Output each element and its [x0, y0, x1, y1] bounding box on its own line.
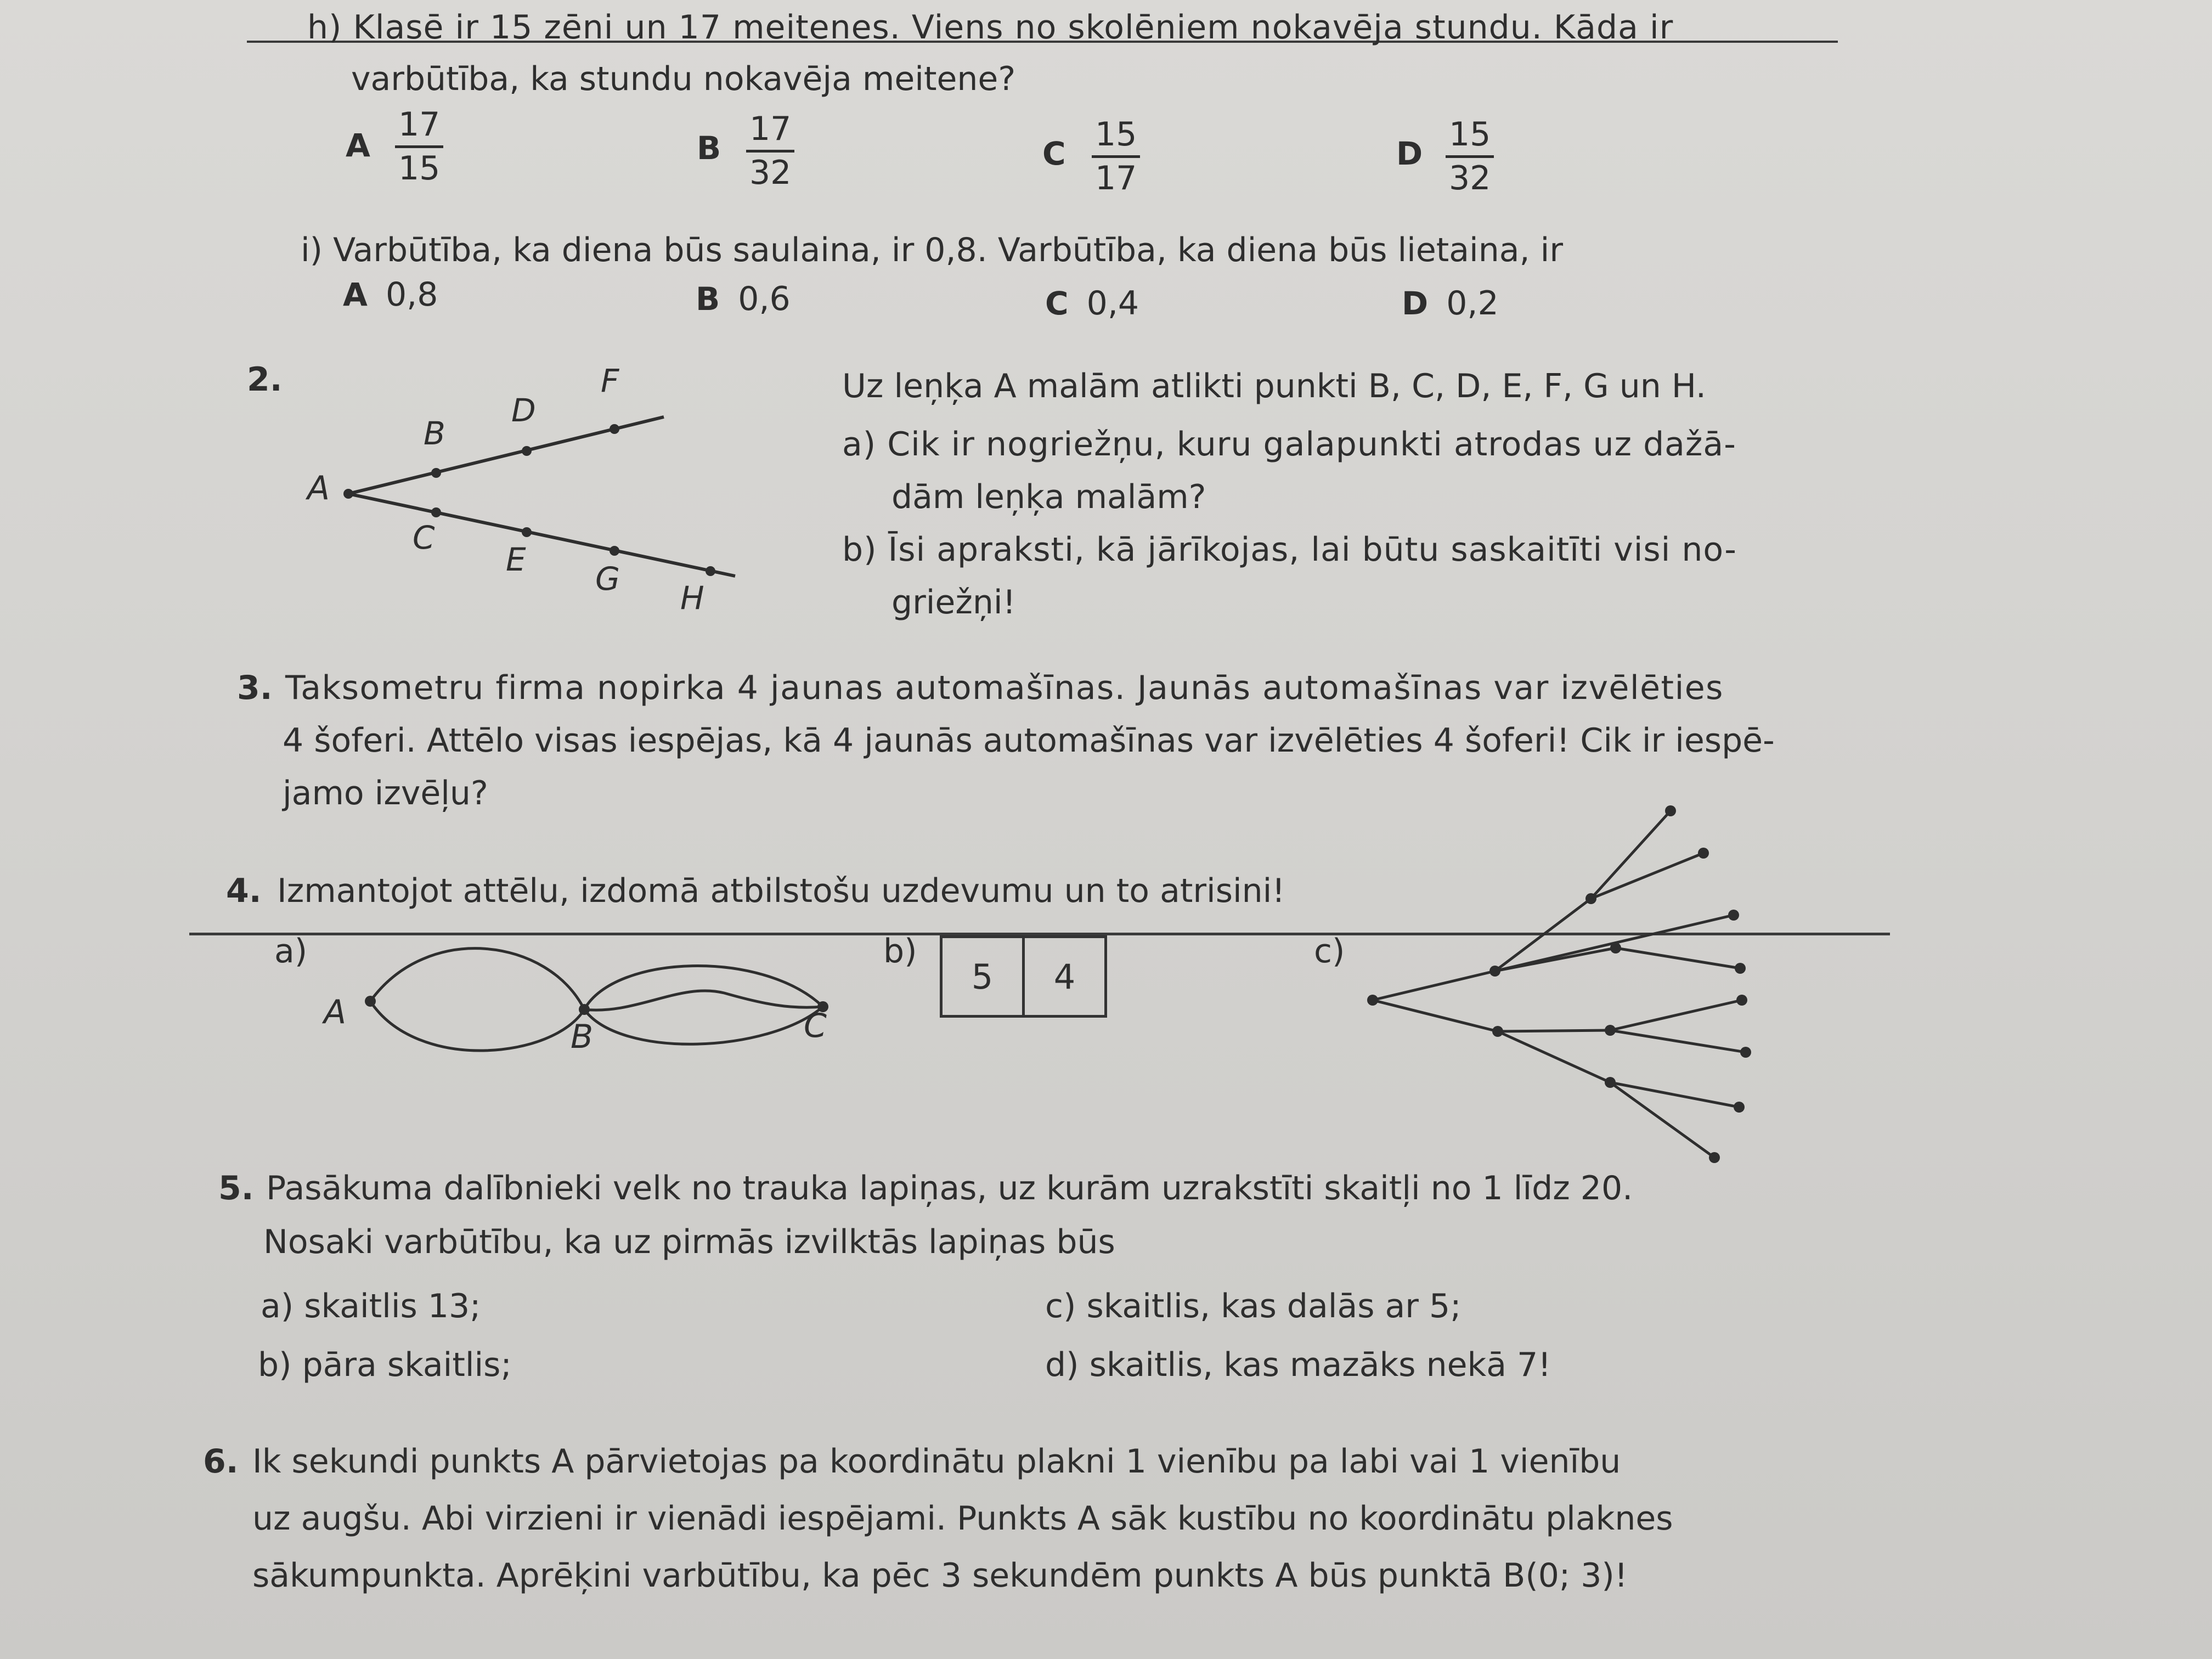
- digit-box-cell: 5: [971, 956, 994, 997]
- fraction-numerator: 17: [746, 109, 794, 153]
- point-d-dot: [522, 446, 532, 456]
- task3-line3: jamo izvēļu?: [283, 774, 488, 812]
- task-h-option-b[interactable]: [697, 129, 721, 167]
- task6-line3: sākumpunkta. Aprēķini varbūtību, ka pēc 3 sekundēm punkts A būs punktā B(0; 3)!: [252, 1556, 1628, 1595]
- option-letter: A: [343, 276, 368, 313]
- point-e-dot: [522, 527, 532, 537]
- task2-intro: Uz leņķa A malām atlikti punkti B, C, D, E, F, G un H.: [842, 367, 1706, 405]
- tree-node-dot: [1605, 1077, 1616, 1088]
- route-point-b-label: B: [571, 1018, 594, 1056]
- task5-number: 5.: [218, 1169, 254, 1207]
- fraction-numerator: 17: [395, 104, 443, 148]
- option-value: 0,2: [1446, 284, 1499, 323]
- tree-leaf-dot: [1728, 910, 1739, 921]
- tree-node-dot: [1585, 893, 1596, 904]
- task6-line2: uz augšu. Abi virzieni ir vienādi iespējami. Punkts A sāk kustību no koordinātu plaknes: [252, 1499, 1673, 1538]
- task5-line2: Nosaki varbūtību, ka uz pirmās izvilktās lapiņas būs: [263, 1223, 1115, 1261]
- route-a-b-upper: [370, 949, 584, 1009]
- point-h-dot: [706, 566, 715, 576]
- task-h-line2: varbūtība, ka stundu nokavēja meitene?: [351, 60, 1016, 98]
- task-h-fraction-a: [395, 104, 443, 189]
- task-i-option-b[interactable]: [696, 280, 791, 318]
- point-f-dot: [610, 424, 619, 434]
- point-a-dot: [343, 489, 353, 499]
- task-i-text: i) Varbūtība, ka diena būs saulaina, ir 0,8. Varbūtība, ka diena būs lietaina, ir: [301, 231, 1564, 269]
- route-point-a-dot: [365, 996, 376, 1007]
- task4-a-label: a): [274, 932, 308, 970]
- probability-tree: [1339, 795, 1778, 1180]
- fraction-denominator: 32: [1449, 159, 1491, 198]
- fraction-denominator: 17: [1095, 159, 1137, 198]
- tree-leaf-dot: [1734, 1102, 1745, 1113]
- task-h-fraction-d: [1446, 114, 1494, 199]
- route-b-c-lower: [584, 1007, 823, 1044]
- tree-leaf-dot: [1740, 1047, 1751, 1058]
- option-value: 0,6: [738, 280, 791, 318]
- task4-c-label: c): [1314, 932, 1345, 970]
- angle-diagram: [296, 357, 768, 631]
- task-h-line1: h) Klasē ir 15 zēni un 17 meitenes. Viens no skolēniem nokavēja stundu. Kāda ir: [307, 8, 1674, 47]
- angle-lower-side: [348, 494, 735, 576]
- task-h-option-c[interactable]: [1042, 134, 1066, 173]
- task4-number: 4.: [226, 872, 262, 910]
- task-i-option-a[interactable]: [343, 275, 438, 314]
- point-g-label: G: [595, 560, 620, 597]
- task4-b-label: b): [883, 932, 917, 970]
- routes-diagram: [307, 927, 883, 1070]
- task5-line1: Pasākuma dalībnieki velk no trauka lapiņas, uz kurām uzrakstīti skaitļi no 1 līdz 20.: [266, 1169, 1633, 1207]
- point-b-dot: [431, 468, 441, 478]
- point-h-label: H: [680, 579, 704, 617]
- digit-box-cell: 4: [1022, 938, 1104, 1015]
- task5-d: d) skaitlis, kas mazāks nekā 7!: [1045, 1346, 1551, 1384]
- tree-leaf-dot: [1735, 963, 1746, 974]
- tree-node-dot: [1605, 1025, 1616, 1036]
- option-letter: A: [346, 127, 370, 164]
- task3-line2: 4 šoferi. Attēlo visas iespējas, kā 4 jaunās automašīnas var izvēlēties 4 šoferi! Cik ir iespē-: [283, 721, 1775, 760]
- fraction-numerator: 15: [1446, 114, 1494, 158]
- task2-a-line2: dām leņķa malām?: [891, 478, 1206, 516]
- option-letter: B: [697, 129, 721, 167]
- point-a-label: A: [307, 469, 330, 507]
- task2-b-line1: b) Īsi apraksti, kā jārīkojas, lai būtu saskaitīti visi no-: [842, 531, 1737, 569]
- fraction-denominator: 32: [749, 154, 792, 192]
- tree-node-dot: [1489, 966, 1500, 977]
- point-c-dot: [431, 507, 441, 517]
- task-i-option-c[interactable]: [1045, 284, 1139, 323]
- route-b-c-middle: [584, 991, 823, 1010]
- point-c-label: C: [413, 519, 435, 556]
- option-letter: C: [1042, 135, 1066, 172]
- point-g-dot: [610, 546, 619, 556]
- task2-a-line1: a) Cik ir nogriežņu, kuru galapunkti atrodas uz dažā-: [842, 425, 1736, 464]
- digit-box: [940, 935, 1107, 1018]
- fraction-denominator: 15: [398, 149, 441, 188]
- task3-line1: Taksometru firma nopirka 4 jaunas automašīnas. Jaunās automašīnas var izvēlēties: [285, 669, 1724, 707]
- route-b-c-upper: [584, 966, 823, 1009]
- task4-text: Izmantojot attēlu, izdomā atbilstošu uzdevumu un to atrisini!: [277, 872, 1285, 910]
- fraction-numerator: 15: [1092, 114, 1140, 158]
- point-f-label: F: [601, 362, 619, 399]
- task-h-fraction-b: [746, 109, 794, 194]
- point-d-label: D: [511, 392, 536, 429]
- task-h-option-d[interactable]: [1396, 134, 1423, 173]
- tree-node-dot: [1610, 943, 1621, 953]
- tree-leaf-dot: [1665, 805, 1676, 816]
- task-h-option-a[interactable]: [346, 126, 370, 165]
- option-letter: D: [1396, 135, 1423, 172]
- task6-number: 6.: [203, 1442, 239, 1481]
- task3-number: 3.: [237, 669, 273, 707]
- task5-a: a) skaitlis 13;: [261, 1287, 481, 1325]
- tree-node-dot: [1492, 1026, 1503, 1037]
- option-letter: B: [696, 280, 720, 318]
- point-b-label: B: [424, 415, 445, 452]
- route-a-b-lower: [370, 1001, 584, 1051]
- tree-leaf-dot: [1709, 1152, 1720, 1163]
- route-point-a-label: A: [324, 993, 347, 1031]
- task-i-option-d[interactable]: [1402, 284, 1499, 323]
- task-h-fraction-c: [1092, 114, 1140, 199]
- option-value: 0,4: [1086, 284, 1139, 323]
- task6-line1: Ik sekundi punkts A pārvietojas pa koordinātu plakni 1 vienību pa labi vai 1 vienību: [252, 1442, 1621, 1481]
- task2-number: 2.: [247, 360, 283, 399]
- route-point-b-dot: [579, 1004, 590, 1015]
- route-point-c-label: C: [804, 1007, 827, 1045]
- point-e-label: E: [506, 541, 526, 578]
- option-value: 0,8: [385, 275, 438, 314]
- task5-b: b) pāra skaitlis;: [258, 1346, 512, 1384]
- tree-leaf-dot: [1698, 848, 1709, 859]
- tree-root-dot: [1367, 995, 1378, 1006]
- task5-c: c) skaitlis, kas dalās ar 5;: [1045, 1287, 1462, 1325]
- tree-leaf-dot: [1736, 995, 1747, 1006]
- option-letter: C: [1045, 285, 1069, 322]
- task2-b-line2: griežņi!: [891, 583, 1016, 622]
- option-letter: D: [1402, 285, 1429, 322]
